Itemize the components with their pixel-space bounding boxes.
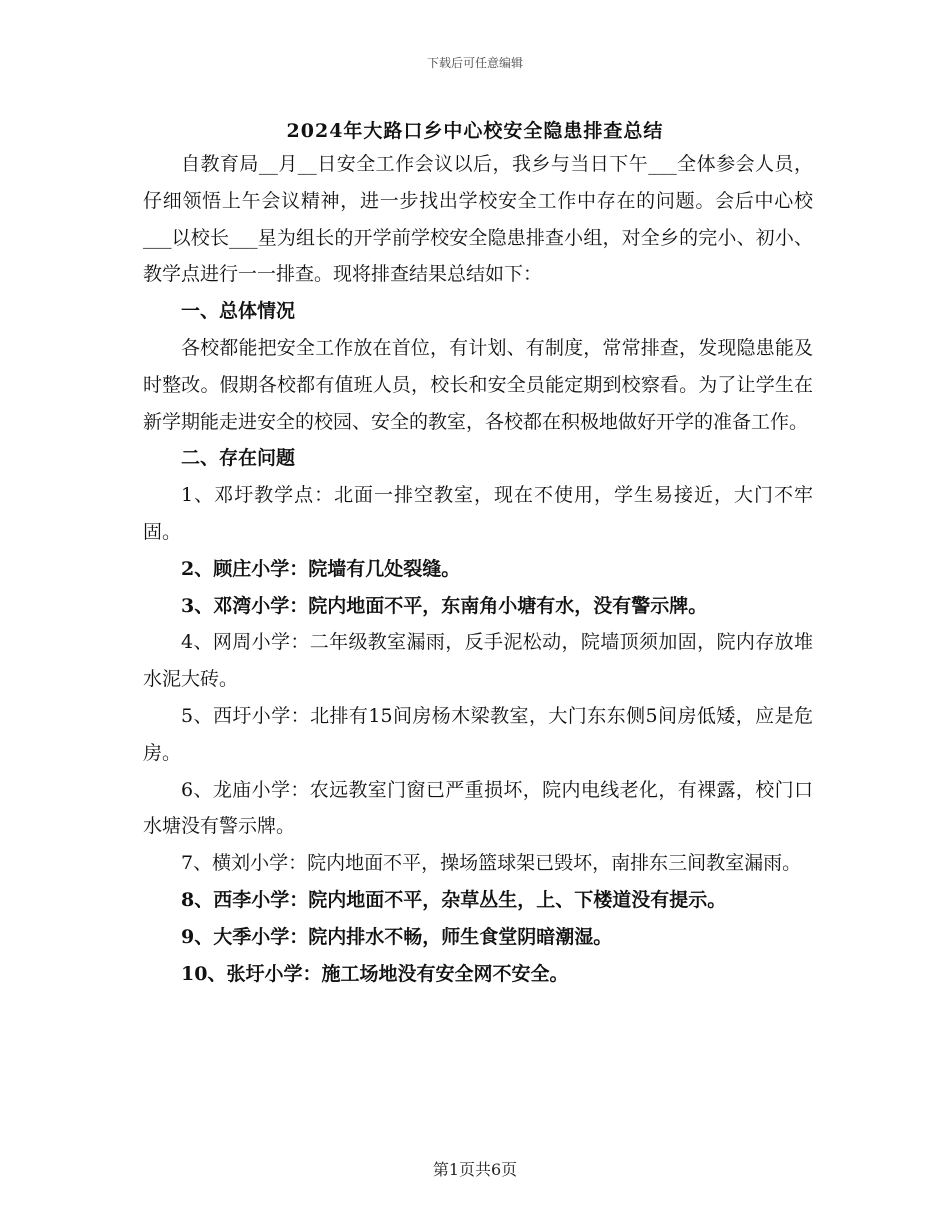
section-1-heading: 一、总体情况	[181, 300, 296, 323]
issue-item-3: 3、邓湾小学：院内地面不平，东南角小塘有水，没有警示牌。	[181, 594, 708, 617]
issue-item-9: 9、大季小学：院内排水不畅，师生食堂阴暗潮湿。	[181, 925, 613, 948]
issue-item-6: 6、龙庙小学：农远教室门窗已严重损坏，院内电线老化，有裸露，校门口水塘没有警示牌。	[143, 778, 813, 838]
issue-item-1: 1、邓圩教学点：北面一排空教室，现在不使用，学生易接近，大门不牢固。	[143, 484, 813, 543]
document-title: 2024年大路口乡中心校安全隐患排查总结	[286, 120, 664, 142]
issue-item-8: 8、西李小学：院内地面不平，杂草丛生，上、下楼道没有提示。	[181, 888, 727, 911]
issue-item-4: 4、网周小学：二年级教室漏雨，反手泥松动，院墙顶须加固，院内存放堆水泥大砖。	[143, 631, 813, 691]
issue-item-5: 5、西圩小学：北排有15间房杨木梁教室，大门东东侧5间房低矮，应是危房。	[143, 704, 813, 764]
intro-paragraph: 自教育局__月__日安全工作会议以后，我乡与当日下午___全体参会人员，仔细领悟上午会议精神，进一步找出学校安全工作中存在的问题。会后中心校___以校长___星为组长的开学前学校安全隐患排查小组，对全乡的完小、初小、教学点进行一一排查。现将排查结果总结如下：	[143, 153, 813, 286]
issue-item-10: 10、张圩小学：施工场地没有安全网不安全。	[181, 962, 569, 985]
document-body	[143, 146, 813, 992]
section-1-paragraph: 各校都能把安全工作放在首位，有计划、有制度，常常排查，发现隐患能及时整改。假期各校都有值班人员，校长和安全员能定期到校察看。为了让学生在新学期能走进安全的校园、安全的教室，各校都在积极地做好开学的准备工作。	[143, 336, 813, 433]
issue-item-7: 7、横刘小学：院内地面不平，操场篮球架已毁坏，南排东三间教室漏雨。	[181, 852, 802, 875]
page-header: 下载后可任意编辑	[426, 56, 523, 70]
section-2-heading: 二、存在问题	[181, 447, 296, 470]
page-footer: 第1页共6页	[432, 1160, 518, 1179]
issue-item-2: 2、顾庄小学：院墙有几处裂缝。	[181, 557, 461, 580]
